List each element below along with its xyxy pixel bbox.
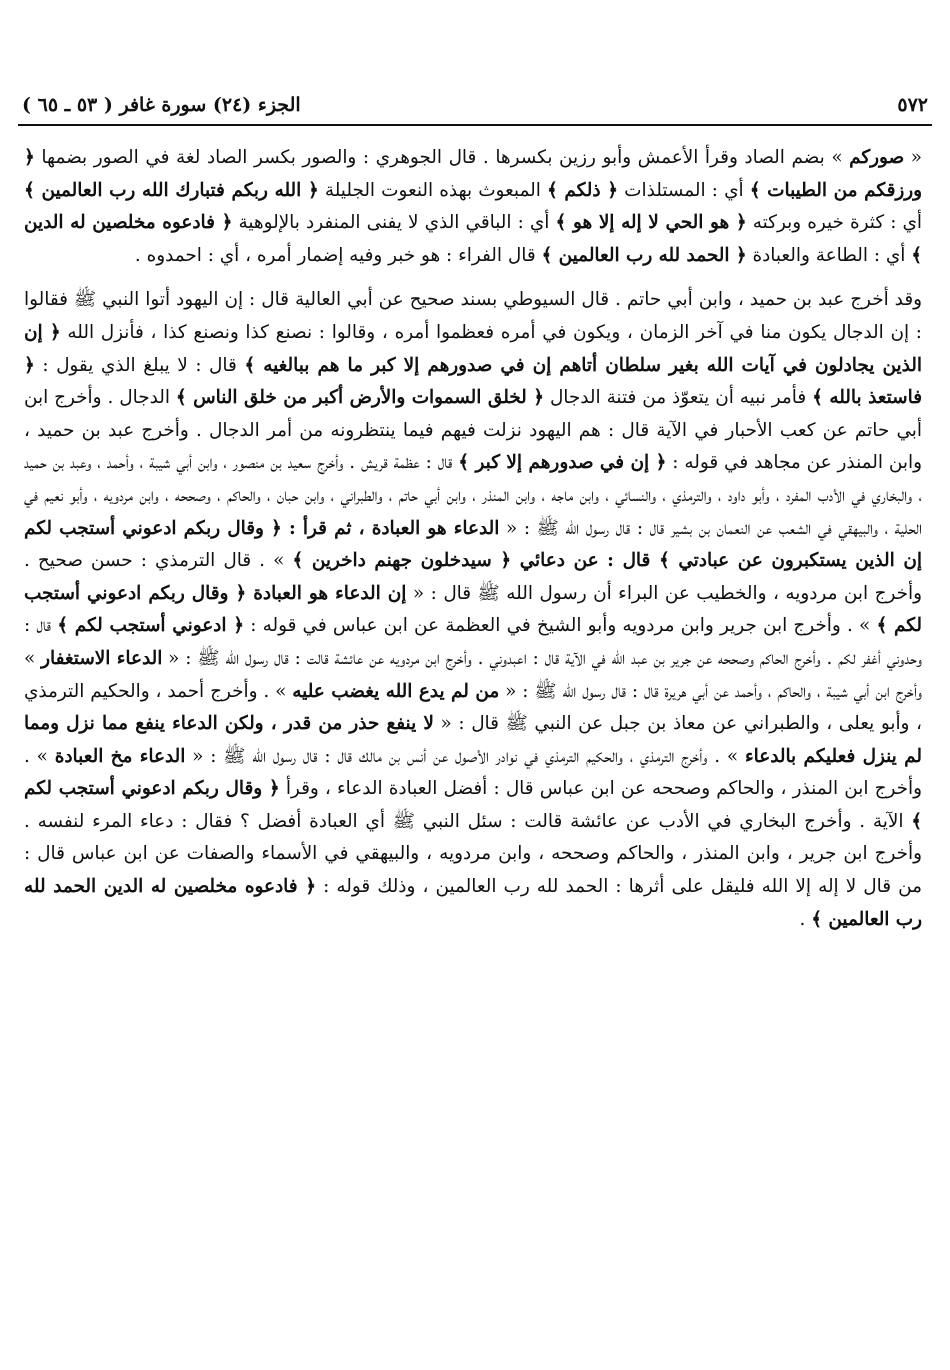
commentary-run: أي : الطاعة والعبادة — [746, 244, 912, 266]
commentary-run: » . قال الترمذي : حسن صحيح . وأخرج ابن مردويه ، والخطيب عن البراء أن رسول الله ﷺ قال : « — [24, 550, 923, 604]
commentary-run: » . وأخرج الترمذي ، والحكيم الترمذي في نوادر الأصول عن أنس بن مالك قال : قال رسول الله ﷺ : « — [185, 745, 745, 767]
quoted-text: ﴿ الحمد لله رب العالمين ﴾ — [541, 244, 747, 266]
commentary-run: » وأخرج ابن أبي شيبة ، والحاكم ، وأحمد عن أبي هريرة قال : قال رسول الله ﷺ : « — [24, 647, 922, 702]
quoted-text: الدعاء هو العبادة ، ثم قرأ : ﴿ وقال ربكم ادعوني أستجب لكم إن الذين يستكبرون عن عبادتي ﴾ قال : عن دعائي ﴿ سيدخلون جهنم داخرين ﴾ — [24, 517, 922, 572]
commentary-run: الآية . وأخرج البخاري في الأدب عن عائشة قالت : سئل النبي ﷺ أي العبادة أفضل ؟ فقال : دعاء المرء لنفسه . وأخرج ابن جرير ، وابن المنذر ، والحاكم وصححه ، وابن مردويه ، والبيهقي في الأسماء والصفات عن ابن عباس قال : من قال لا إله إلا الله فليقل على أثرها : الحمد لله رب العالمين ، وذلك قوله : — [24, 810, 923, 898]
commentary-run: فأمر نبيه أن يتعوّذ من فتنة الدجال — [544, 387, 813, 409]
paragraph-verse-explanation — [24, 142, 922, 272]
commentary-run: قال الفراء : هو خبر وفيه إضمار أمره ، أي : احمدوه . — [134, 244, 542, 266]
commentary-run: » بضم الصاد وقرأ الأعمش وأبو رزين بكسرها . قال الجوهري : والصور بكسر الصاد لغة في الصور بضمها — [34, 147, 850, 168]
quoted-text: صوركم — [849, 147, 905, 168]
quoted-text: ﴿ لخلق السموات والأرض أكبر من خلق الناس ﴾ — [175, 387, 545, 409]
commentary-text — [24, 142, 922, 936]
quoted-text: لا ينفع حذر من قدر ، ولكن الدعاء ينفع مما نزل ومما لم ينزل فعليكم بالدعاء — [24, 713, 922, 767]
quoted-text: إن الدعاء هو العبادة ﴿ وقال ربكم ادعوني أستجب لكم ﴾ — [24, 582, 922, 637]
commentary-run: أي : الباقي الذي لا يفنى المنفرد بالإلوهية — [232, 212, 556, 234]
commentary-run: قال : لا يبلغ الذي يقول : — [34, 354, 245, 376]
commentary-run: . — [799, 908, 812, 930]
quoted-text: ﴿ فادعوه مخلصين له الدين الحمد لله رب العالمين ﴾ — [24, 876, 922, 930]
commentary-run: قال : عظمة قريش . وأخرج سعيد بن منصور ، وابن أبي شيبة ، وأحمد ، وعبد بن حميد ، والبخاري في الأدب المفرد ، وأبو داود ، والترمذي ، والنسائي ، وابن ماجه ، وابن المنذر ، وابن أبي حاتم ، والطبراني ، وابن حبان ، والحاكم ، وصححه ، وابن مردويه ، وأبو نعيم في الحلية ، والبيهقي في الشعب عن النعمان بن بشير قال : قال رسول الله ﷺ : « — [24, 452, 922, 539]
commentary-run: وقد أخرج عبد بن حميد ، وابن أبي حاتم . قال السيوطي بسند صحيح عن أبي العالية قال : إن اليهود أتوا النبي ﷺ فقالوا : إن الدجال يكون منا في آخر الزمان ، ويكون في أمره فعظموا أمره ، وقالوا : نصنع كذا ونصنع كذا ، فأنزل الله — [24, 289, 922, 343]
header-rule — [18, 124, 932, 126]
quoted-text: ﴿ ذلكم ﴾ — [546, 179, 619, 201]
paragraph-narrations — [24, 284, 922, 936]
page-header — [22, 88, 928, 122]
commentary-run: أي : كثرة خيره وبركته — [746, 212, 922, 234]
quoted-text: ﴿ ادعوني أستجب لكم ﴾ — [57, 615, 245, 637]
commentary-run: المبعوث بهذه النعوت الجليلة — [318, 179, 547, 201]
quoted-text: ﴿ إن الذين يجادلون في آيات الله بغير سلطان أتاهم إن في صدورهم إلا كبر ما هم ببالغيه ﴾ — [24, 321, 922, 376]
quoted-text: ﴿ إن في صدورهم إلا كبر ﴾ — [458, 452, 667, 474]
page-number: ٥٧٢ — [897, 94, 928, 116]
quoted-text: من لم يدع الله يغضب عليه — [292, 680, 500, 702]
commentary-run: قال : وحدوني أغفر لكم . وأخرج الحاكم وصححه عن جرير بن عبد الله في الآية قال : اعبدوني . وأخرج ابن مردويه عن عائشة قالت : قال رسول الله ﷺ : « — [24, 615, 922, 669]
quoted-text: ﴿ فادعوه مخلصين له الدين ﴾ — [24, 212, 922, 266]
quoted-text: الدعاء مخ العبادة — [54, 745, 186, 767]
quoted-text: ﴿ الله ربكم فتبارك الله رب العالمين ﴾ — [24, 179, 319, 201]
commentary-run: » . وأخرج ابن المنذر ، والحاكم وصححه عن ابن عباس قال : أفضل العبادة الدعاء ، وقرأ — [24, 745, 922, 800]
commentary-run: » . وأخرج ابن جرير وابن مردويه وأبو الشيخ في العظمة عن ابن عباس في قوله : — [244, 615, 877, 637]
quoted-text: ﴿ هو الحي لا إله إلا هو ﴾ — [555, 212, 747, 234]
commentary-run: الدجال . وأخرج ابن أبي حاتم عن كعب الأحبار في الآية قال : هم اليهود نزلت فيهم فيما ينتظرونه من أمر الدجال . وأخرج عبد بن حميد ، وابن المنذر عن مجاهد في قوله : — [24, 387, 922, 474]
commentary-run: « — [904, 147, 923, 168]
commentary-run: » . وأخرج أحمد ، والحكيم الترمذي ، وأبو يعلى ، والطبراني عن معاذ بن جبل عن النبي ﷺ قال : « — [24, 680, 922, 735]
quoted-text: الدعاء الاستغفار — [41, 647, 163, 669]
quoted-text: ﴿ فاستعذ بالله ﴾ — [24, 354, 922, 409]
quoted-text: ﴿ ورزقكم من الطيبات ﴾ — [24, 147, 923, 201]
quoted-text: ﴿ وقال ربكم ادعوني أستجب لكم ﴾ — [24, 778, 922, 832]
running-title: الجزء (٢٤) سورة غافر ( ٥٣ ـ ٦٥ ) — [22, 94, 301, 116]
commentary-run: أي : المستلذات — [618, 179, 750, 201]
